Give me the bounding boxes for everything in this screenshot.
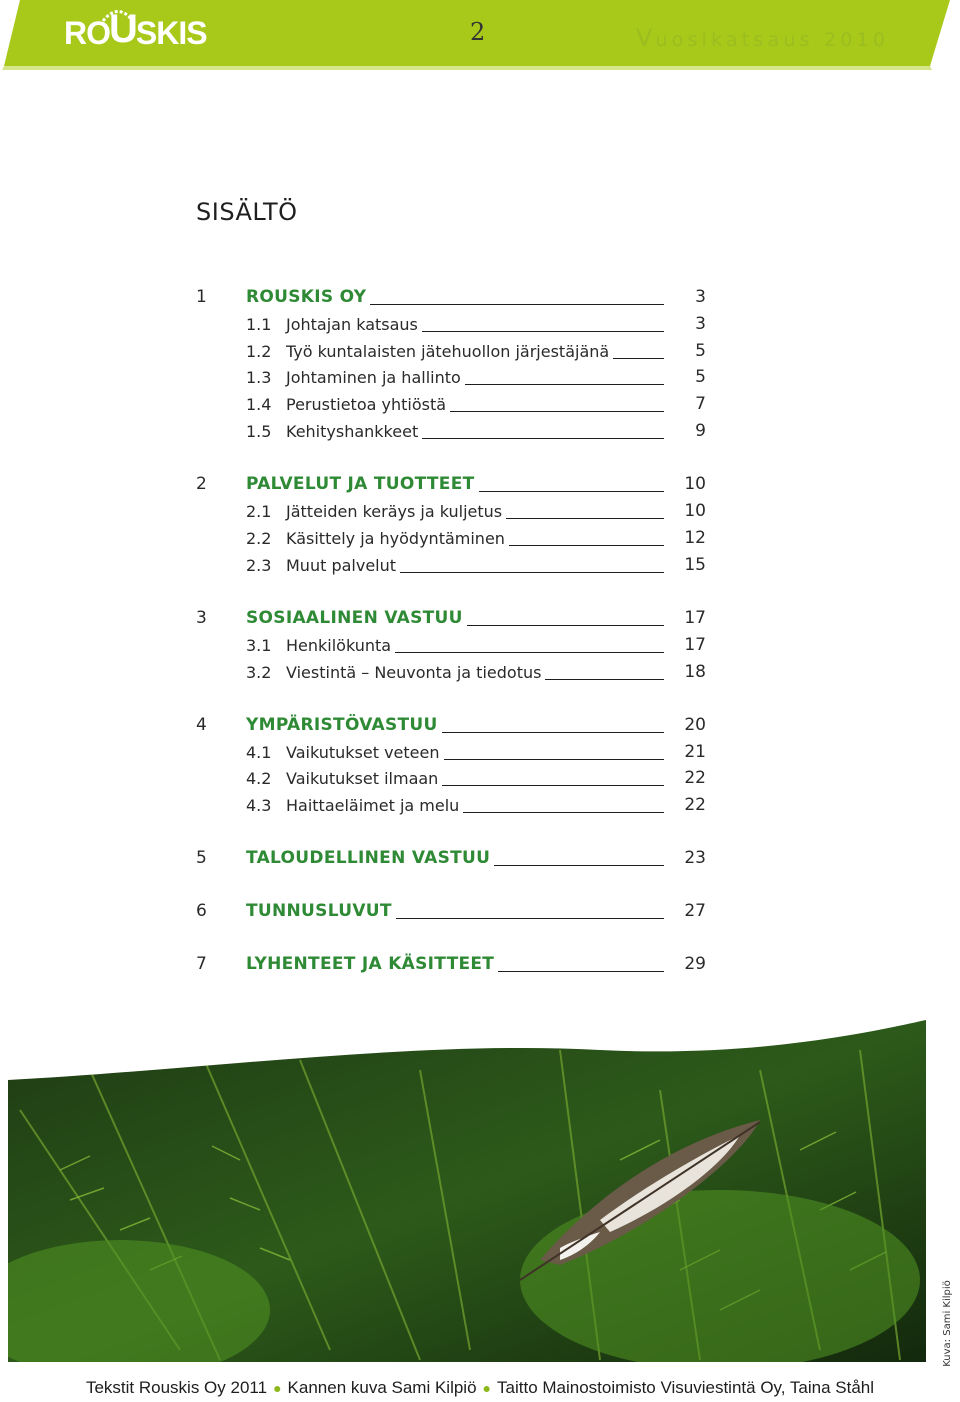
toc-number: 3 <box>196 608 207 628</box>
toc-subsection-text: Vaikutukset ilmaan <box>286 768 439 788</box>
toc-subsection-text: Johtajan katsaus <box>286 314 418 334</box>
toc-leader-line <box>442 732 664 733</box>
toc-number: 4.2 <box>246 768 272 788</box>
toc-subsection-text: Käsittely ja hyödyntäminen <box>286 528 505 548</box>
toc-number: 7 <box>196 954 207 974</box>
toc-subsection-title <box>246 743 440 762</box>
toc-subsection-title <box>246 502 502 521</box>
toc-section-row[interactable] <box>196 470 706 498</box>
toc-subsection-title <box>246 769 438 788</box>
rouskis-logo: RO U SKIS <box>64 7 207 51</box>
toc-subsection-title <box>246 636 391 655</box>
footer-credits <box>0 1378 960 1398</box>
toc-page-number: 17 <box>684 635 706 655</box>
toc-page-number: 15 <box>684 555 706 575</box>
header-banner <box>0 0 960 80</box>
footer-text-3: Taitto Mainostoimisto Visuviestintä Oy, Taina Ståhl <box>497 1378 875 1397</box>
toc-subsection-title <box>246 342 609 361</box>
toc-number: 2.3 <box>246 555 272 575</box>
spruce-feather-photo <box>0 1010 960 1366</box>
toc-page-number: 12 <box>684 528 706 548</box>
toc-number: 1.1 <box>246 314 272 334</box>
toc-leader-line <box>444 759 664 760</box>
toc-leader-line <box>442 785 664 786</box>
toc-subsection-title <box>246 556 396 575</box>
toc-page-number: 27 <box>684 901 706 921</box>
bullet-icon: ● <box>273 1380 282 1396</box>
toc-section-title: YMPÄRISTÖVASTUU <box>246 715 438 735</box>
toc-page-number: 3 <box>695 287 706 307</box>
bullet-icon: ● <box>482 1380 492 1396</box>
toc-subsection-row[interactable] <box>196 551 706 579</box>
toc-page-number: 21 <box>684 742 706 762</box>
toc-subsection-title <box>246 529 505 548</box>
toc-number: 1.2 <box>246 341 272 361</box>
toc-leader-line <box>498 971 664 972</box>
toc-leader-line <box>467 625 664 626</box>
toc-subsection-row[interactable] <box>196 363 706 391</box>
toc-leader-line <box>370 304 664 305</box>
toc-leader-line <box>422 438 664 439</box>
photo-credit: Kuva: Sami Kilpiö <box>941 1280 953 1367</box>
toc-page-number: 5 <box>695 367 706 387</box>
logo-u: U <box>109 7 137 51</box>
toc-subsection-row[interactable] <box>196 524 706 552</box>
toc-section-row[interactable] <box>196 844 706 872</box>
toc-subsection-title <box>246 315 418 334</box>
toc-section-title: TUNNUSLUVUT <box>246 901 392 921</box>
toc-number: 4.1 <box>246 742 272 762</box>
toc-subsection-row[interactable] <box>196 631 706 659</box>
logo-arc-icon <box>100 6 136 22</box>
toc-page-number: 22 <box>684 795 706 815</box>
toc-leader-line <box>613 358 664 359</box>
toc-subsection-row[interactable] <box>196 764 706 792</box>
toc-subsection-text: Jätteiden keräys ja kuljetus <box>286 501 503 521</box>
toc-leader-line <box>494 865 664 866</box>
toc-subsection-text: Henkilökunta <box>286 635 392 655</box>
toc-subsection-text: Viestintä – Neuvonta ja tiedotus <box>286 662 542 682</box>
toc-subsection-title <box>246 796 459 815</box>
toc-subsection-text: Muut palvelut <box>286 555 397 575</box>
toc-leader-line <box>463 812 664 813</box>
toc-subsection-title <box>246 663 541 682</box>
toc-number: 3.2 <box>246 662 272 682</box>
toc-section-title: SOSIAALINEN VASTUU <box>246 608 463 628</box>
toc-page-number: 20 <box>684 715 706 735</box>
toc-subsection-text: Kehityshankkeet <box>286 421 419 441</box>
toc-page-number: 5 <box>695 341 706 361</box>
toc-number: 3.1 <box>246 635 272 655</box>
toc-subsection-row[interactable] <box>196 738 706 766</box>
page-number: 2 <box>470 18 486 46</box>
toc-section-row[interactable] <box>196 283 706 311</box>
toc-page-number: 17 <box>684 608 706 628</box>
toc-subsection-row[interactable] <box>196 390 706 418</box>
toc-number: 2 <box>196 474 207 494</box>
toc-subsection-title <box>246 368 461 387</box>
toc-subsection-row[interactable] <box>196 417 706 445</box>
toc-number: 6 <box>196 901 207 921</box>
footer-text-2: Kannen kuva Sami Kilpiö <box>287 1378 477 1397</box>
toc-section-row[interactable] <box>196 604 706 632</box>
toc-section-title: TALOUDELLINEN VASTUU <box>246 848 491 868</box>
toc-leader-line <box>400 572 664 573</box>
toc-number: 2.1 <box>246 501 272 521</box>
toc-page-number: 22 <box>684 768 706 788</box>
toc-heading: SISÄLTÖ <box>196 198 298 226</box>
toc-number: 5 <box>196 848 207 868</box>
toc-subsection-row[interactable] <box>196 497 706 525</box>
toc-subsection-text: Vaikutukset veteen <box>286 742 440 762</box>
toc-page-number: 29 <box>684 954 706 974</box>
toc-page-number: 3 <box>695 314 706 334</box>
toc-leader-line <box>506 518 664 519</box>
toc-subsection-row[interactable] <box>196 658 706 686</box>
toc-subsection-text: Haittaeläimet ja melu <box>286 795 460 815</box>
toc-number: 1.3 <box>246 367 272 387</box>
toc-section-title: PALVELUT JA TUOTTEET <box>246 474 475 494</box>
toc-page-number: 18 <box>684 662 706 682</box>
toc-subsection-text: Työ kuntalaisten jätehuollon järjestäjänä <box>286 341 610 361</box>
toc-leader-line <box>422 331 664 332</box>
toc-number: 4 <box>196 715 207 735</box>
toc-section-title: ROUSKIS OY <box>246 287 367 307</box>
toc-leader-line <box>450 411 664 412</box>
toc-subsection-row[interactable] <box>196 337 706 365</box>
toc-subsection-row[interactable] <box>196 791 706 819</box>
toc-number: 2.2 <box>246 528 272 548</box>
toc-subsection-title <box>246 395 446 414</box>
toc-number: 1.4 <box>246 394 272 414</box>
toc-leader-line <box>395 652 664 653</box>
toc-page-number: 23 <box>684 848 706 868</box>
toc-section-row[interactable] <box>196 711 706 739</box>
toc-page-number: 7 <box>695 394 706 414</box>
toc-leader-line <box>465 384 664 385</box>
toc-page-number: 10 <box>684 501 706 521</box>
toc-leader-line <box>396 918 664 919</box>
toc-page-number: 10 <box>684 474 706 494</box>
toc-subsection-text: Perustietoa yhtiöstä <box>286 394 447 414</box>
toc-subsection-row[interactable] <box>196 310 706 338</box>
toc-page-number: 9 <box>695 421 706 441</box>
report-title: Vuosikatsaus 2010 <box>636 24 890 52</box>
toc-number: 1 <box>196 287 207 307</box>
toc-subsection-title <box>246 422 418 441</box>
footer-text-1: Tekstit Rouskis Oy 2011 <box>85 1378 268 1397</box>
toc-section-row[interactable] <box>196 950 706 978</box>
toc-number: 1.5 <box>246 421 272 441</box>
toc-subsection-text: Johtaminen ja hallinto <box>286 367 461 387</box>
toc-section-title: LYHENTEET JA KÄSITTEET <box>246 954 495 974</box>
toc-leader-line <box>479 491 664 492</box>
toc-section-row[interactable] <box>196 897 706 925</box>
toc-leader-line <box>545 679 664 680</box>
toc-number: 4.3 <box>246 795 272 815</box>
toc-leader-line <box>509 545 664 546</box>
